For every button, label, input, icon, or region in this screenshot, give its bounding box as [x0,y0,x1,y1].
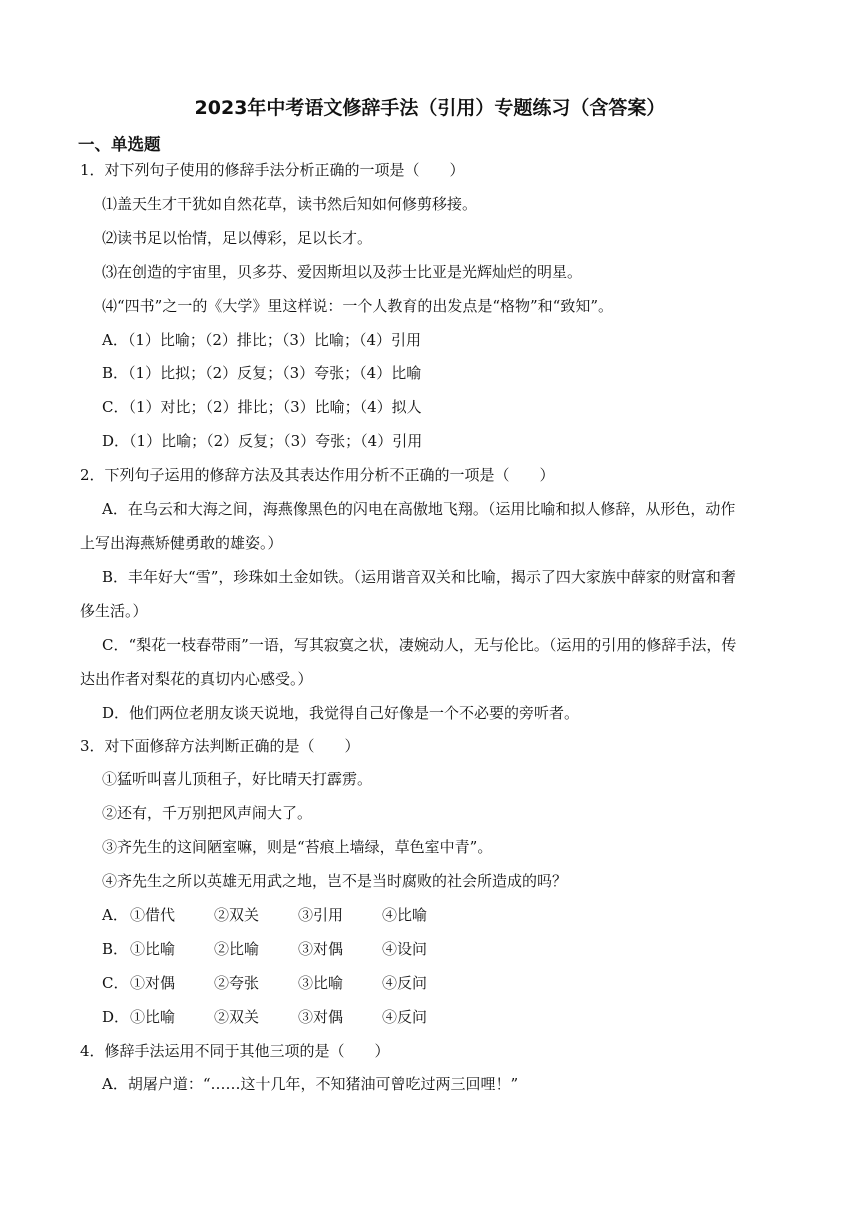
question-4-option-a: A．胡屠户道：“……这十几年，不知猪油可曾吃过两三回哩！” [102,1075,519,1093]
option-choice-3: ③对偶 [298,940,344,958]
question-2-option-d: D．他们两位老朋友谈天说地，我觉得自己好像是一个不必要的旁听者。 [102,704,580,722]
option-letter: B． [102,940,129,958]
question-1-item-4: ⑷“四书”之一的《大学》里这样说：一个人教育的出发点是“格物”和“致知”。 [102,297,614,315]
option-choice-1: ①对偶 [130,974,176,992]
question-2-option-a-line-2: 上写出海燕矫健勇敢的雄姿。） [80,534,283,552]
document-title: 2023年中考语文修辞手法（引用）专题练习（含答案） [194,97,666,119]
question-1-item-3: ⑶在创造的宇宙里，贝多芬、爱因斯坦以及莎士比亚是光辉灿烂的明星。 [102,263,583,281]
option-choice-1: ①比喻 [130,940,176,958]
option-choice-1: ①比喻 [130,1008,176,1026]
option-choice-2: ②双关 [214,1008,260,1026]
question-1-item-2: ⑵读书足以怡情，足以傅彩，足以长才。 [102,229,373,247]
question-3-stem: 3．对下面修辞方法判断正确的是（ ） [80,737,360,755]
question-2-option-a-line-1: A．在乌云和大海之间，海燕像黑色的闪电在高傲地飞翔。（运用比喻和拟人修辞，从形色，动作 [102,500,736,518]
question-4-stem: 4．修辞手法运用不同于其他三项的是（ ） [80,1042,390,1060]
option-choice-2: ②双关 [214,906,260,924]
option-choice-2: ②比喻 [214,940,260,958]
question-1-option-d: D．（1）比喻；（2）反复；（3）夸张；（4）引用 [102,432,423,450]
question-3-item-3: ③齐先生的这间陋室嘛，则是“苔痕上墙绿，草色室中青”。 [102,838,493,856]
option-choice-4: ④比喻 [382,906,428,924]
question-3-option-d [102,1007,427,1027]
option-choice-4: ④反问 [382,974,428,992]
question-1-stem: 1．对下列句子使用的修辞手法分析正确的一项是（ ） [80,161,465,179]
question-2-option-c-line-1: C．“梨花一枝春带雨”一语，写其寂寞之状，凄婉动人，无与伦比。（运用的引用的修辞手法，传 [102,636,737,654]
option-choice-4: ④设问 [382,940,428,958]
option-choice-1: ①借代 [130,906,176,924]
question-3-option-a [102,905,427,925]
question-3-option-c [102,973,427,993]
option-choice-3: ③比喻 [298,974,344,992]
question-2-stem: 2．下列句子运用的修辞方法及其表达作用分析不正确的一项是（ ） [80,466,555,484]
question-1-option-c: C．（1）对比；（2）排比；（3）比喻；（4）拟人 [102,398,422,416]
option-choice-4: ④反问 [382,1008,428,1026]
option-choice-3: ③对偶 [298,1008,344,1026]
section-heading: 一、单选题 [78,135,161,154]
option-letter: C． [102,974,129,992]
question-3-item-1: ①猛听叫喜儿顶租子，好比晴天打霹雳。 [102,770,373,788]
question-1-item-1: ⑴盖天生才干犹如自然花草，读书然后知如何修剪移接。 [102,195,478,213]
option-choice-2: ②夸张 [214,974,260,992]
question-2-option-b-line-1: B．丰年好大“雪”，珍珠如土金如铁。（运用谐音双关和比喻，揭示了四大家族中薛家的财富和奢 [102,568,736,586]
option-choice-3: ③引用 [298,906,344,924]
question-2-option-b-line-2: 侈生活。） [80,602,148,620]
question-2-option-c-line-2: 达出作者对梨花的真切内心感受。） [80,670,313,688]
question-1-option-a: A．（1）比喻；（2）排比；（3）比喻；（4）引用 [102,331,422,349]
option-letter: D． [102,1008,130,1026]
option-letter: A． [102,906,128,924]
question-3-item-4: ④齐先生之所以英雄无用武之地，岂不是当时腐败的社会所造成的吗？ [102,872,568,890]
question-3-option-b [102,939,427,959]
question-3-item-2: ②还有，千万别把风声闹大了。 [102,804,313,822]
question-1-option-b: B．（1）比拟；（2）反复；（3）夸张；（4）比喻 [102,364,422,382]
